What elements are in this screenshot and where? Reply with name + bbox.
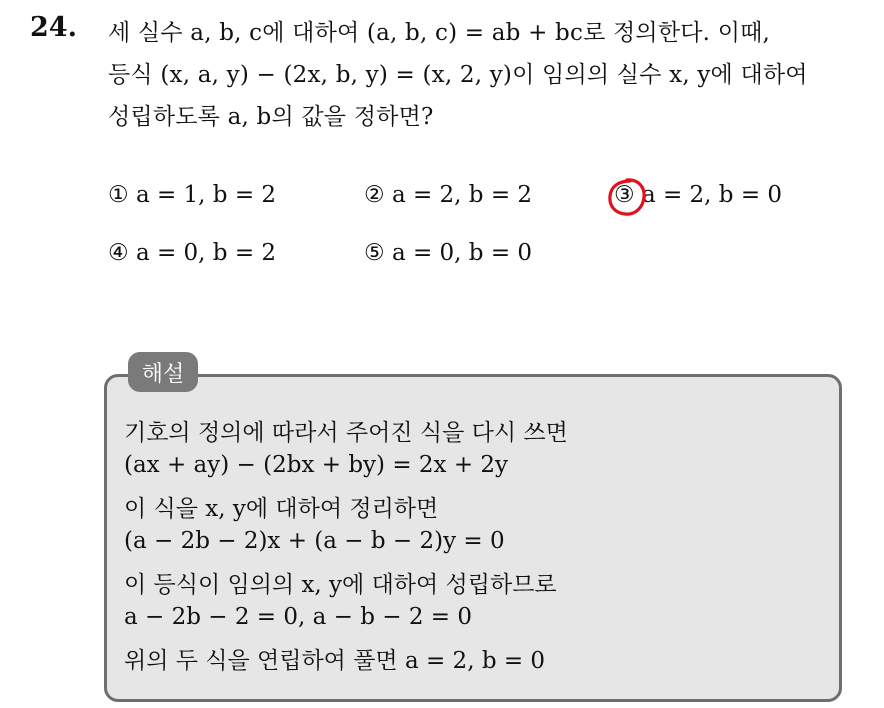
question-line-2: 등식 (x, a, y) − (2x, b, y) = (x, 2, y)이 임의의 실수 x, y에 대하여 <box>108 62 808 88</box>
choice-2-text: a = 2, b = 2 <box>391 182 533 208</box>
choice-3-mark: ③ <box>614 182 635 208</box>
choice-4-text: a = 0, b = 2 <box>135 240 277 266</box>
question-line-3: 성립하도록 a, b의 값을 정하면? <box>108 104 434 130</box>
choice-2[interactable] <box>364 182 532 208</box>
solution-label: 해설 <box>128 352 198 392</box>
question-line-1: 세 실수 a, b, c에 대하여 (a, b, c) = ab + bc로 정의한다. 이때, <box>108 20 771 46</box>
choice-4[interactable] <box>108 240 276 266</box>
solution-line-1: 기호의 정의에 따라서 주어진 식을 다시 쓰면 <box>124 420 568 446</box>
choice-3-text: a = 2, b = 0 <box>641 182 783 208</box>
question-number: 24. <box>30 12 77 43</box>
choice-1-mark: ① <box>108 182 129 208</box>
solution-line-6: a − 2b − 2 = 0, a − b − 2 = 0 <box>124 604 473 630</box>
choice-5-text: a = 0, b = 0 <box>391 240 533 266</box>
choice-5[interactable] <box>364 240 532 266</box>
choice-1-text: a = 1, b = 2 <box>135 182 277 208</box>
choice-5-mark: ⑤ <box>364 240 385 266</box>
selection-circle-icon <box>606 176 648 218</box>
choice-2-mark: ② <box>364 182 385 208</box>
solution-line-7: 위의 두 식을 연립하여 풀면 a = 2, b = 0 <box>124 648 546 674</box>
choice-4-mark: ④ <box>108 240 129 266</box>
solution-line-4: (a − 2b − 2)x + (a − b − 2)y = 0 <box>124 528 505 554</box>
choice-1[interactable] <box>108 182 276 208</box>
solution-line-2: (ax + ay) − (2bx + by) = 2x + 2y <box>124 452 509 478</box>
solution-line-5: 이 등식이 임의의 x, y에 대하여 성립하므로 <box>124 572 557 598</box>
solution-line-3: 이 식을 x, y에 대하여 정리하면 <box>124 496 439 522</box>
